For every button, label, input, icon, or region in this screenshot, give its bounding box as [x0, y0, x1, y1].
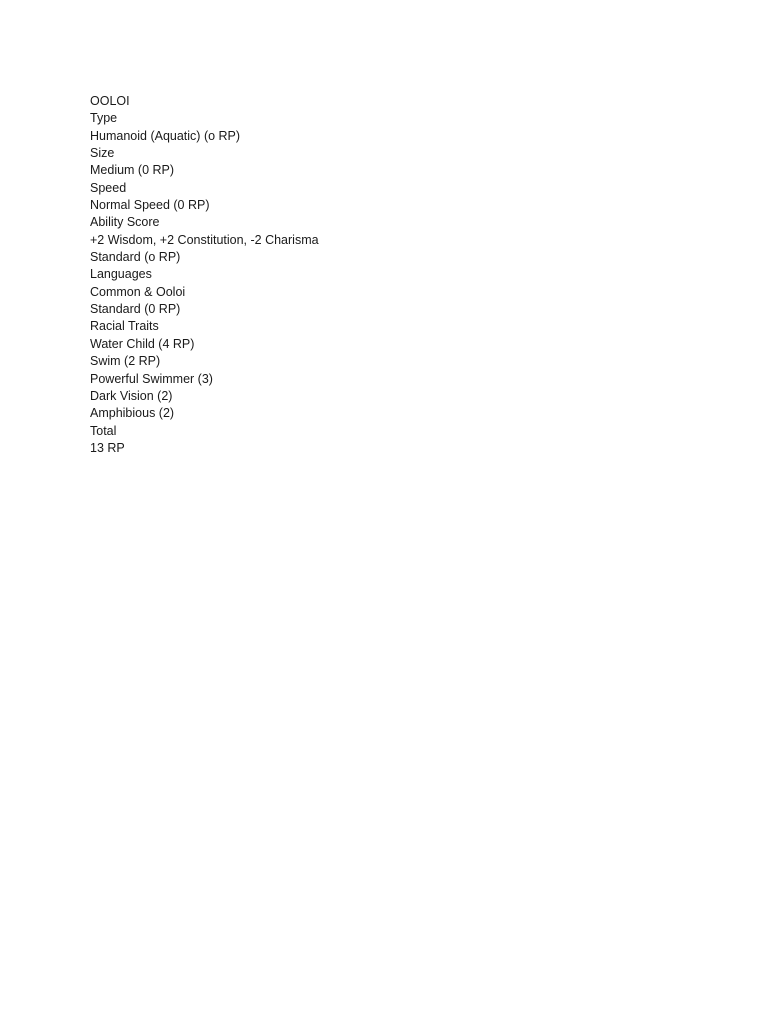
size-heading: Size	[90, 146, 115, 161]
languages-heading: Languages	[90, 267, 152, 282]
trait-water-child: Water Child (4 RP)	[90, 336, 195, 351]
racial-traits-heading: Racial Traits	[90, 319, 159, 334]
ability-score-value: Standard (o RP)	[90, 250, 181, 265]
trait-swim: Swim (2 RP)	[90, 354, 161, 369]
languages-value: Standard (0 RP)	[90, 302, 181, 317]
total-heading: Total	[90, 423, 117, 438]
trait-powerful-swimmer: Powerful Swimmer (3)	[90, 371, 213, 386]
size-value: Medium (0 RP)	[90, 163, 175, 178]
race-stat-block	[90, 93, 319, 457]
type-heading: Type	[90, 111, 118, 126]
trait-amphibious: Amphibious (2)	[90, 406, 175, 421]
race-title: OOLOI	[90, 94, 130, 108]
speed-value: Normal Speed (0 RP)	[90, 198, 210, 213]
total-value: 13 RP	[90, 440, 125, 455]
languages-list: Common & Ooloi	[90, 284, 186, 299]
ability-score-modifiers: +2 Wisdom, +2 Constitution, -2 Charisma	[90, 232, 319, 247]
ability-score-heading: Ability Score	[90, 215, 160, 230]
speed-heading: Speed	[90, 180, 127, 195]
trait-dark-vision: Dark Vision (2)	[90, 388, 173, 403]
type-value: Humanoid (Aquatic) (o RP)	[90, 128, 241, 143]
